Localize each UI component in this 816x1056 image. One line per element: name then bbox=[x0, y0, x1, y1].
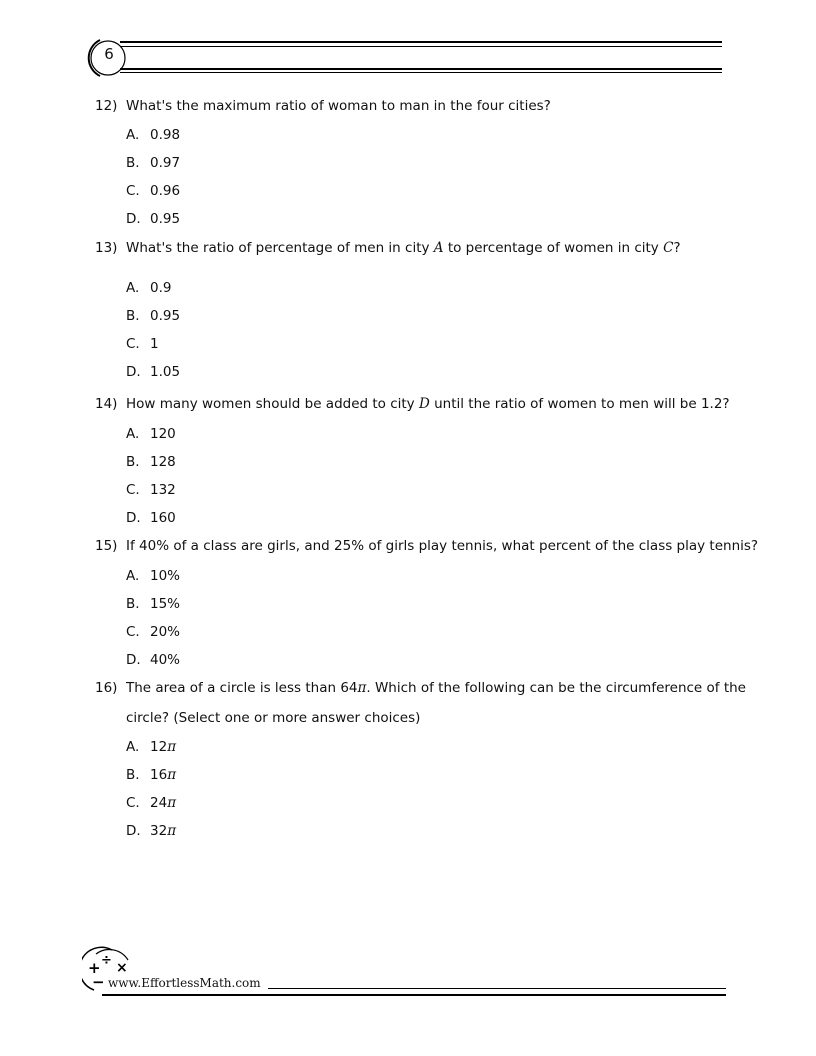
answer-option[interactable]: C. 24π bbox=[126, 795, 177, 811]
question-number: 12) bbox=[95, 98, 118, 114]
svg-text:÷: ÷ bbox=[101, 953, 112, 968]
footer-rule-top bbox=[268, 988, 726, 989]
svg-text:−: − bbox=[92, 973, 105, 991]
answer-option[interactable]: C. 1 bbox=[126, 336, 159, 352]
answer-option[interactable]: D. 160 bbox=[126, 510, 176, 526]
answer-option[interactable]: B. 0.95 bbox=[126, 308, 181, 324]
answer-option[interactable]: B. 128 bbox=[126, 454, 176, 470]
question-number: 13) bbox=[95, 240, 118, 256]
question-text: If 40% of a class are girls, and 25% of girls play tennis, what percent of the class play tennis? bbox=[126, 538, 759, 554]
question-number: 14) bbox=[95, 396, 118, 412]
header-rule-top-thin bbox=[120, 46, 722, 47]
answer-option[interactable]: A. 0.9 bbox=[126, 280, 172, 296]
question-16 bbox=[95, 680, 746, 696]
answer-option[interactable]: D. 0.95 bbox=[126, 211, 181, 227]
question-number: 15) bbox=[95, 538, 118, 554]
answer-option[interactable]: A. 0.98 bbox=[126, 127, 181, 143]
page-header bbox=[82, 36, 722, 82]
answer-option[interactable]: D. 32π bbox=[126, 823, 177, 839]
answer-option[interactable]: C. 0.96 bbox=[126, 183, 181, 199]
answer-option[interactable]: B. 0.97 bbox=[126, 155, 181, 171]
question-text: What's the maximum ratio of woman to man in the four cities? bbox=[126, 98, 551, 114]
answer-option[interactable]: C. 20% bbox=[126, 624, 181, 640]
header-rule-top bbox=[120, 41, 722, 43]
question-text: What's the ratio of percentage of men in city A to percentage of women in city C? bbox=[126, 240, 681, 256]
footer-rule-bottom bbox=[102, 994, 726, 996]
header-rule-bottom bbox=[120, 68, 722, 70]
answer-option[interactable]: A. 120 bbox=[126, 426, 176, 442]
answer-option[interactable]: D. 1.05 bbox=[126, 364, 181, 380]
question-text-line-2: circle? (Select one or more answer choices) bbox=[126, 710, 421, 726]
page-number: 6 bbox=[104, 45, 114, 63]
answer-option[interactable]: B. 16π bbox=[126, 767, 177, 783]
question-14 bbox=[95, 396, 730, 412]
header-rule-bottom-thin bbox=[120, 72, 722, 73]
answer-option[interactable]: C. 132 bbox=[126, 482, 176, 498]
answer-option[interactable]: B. 15% bbox=[126, 596, 181, 612]
question-13 bbox=[95, 240, 681, 256]
footer-website: www.EffortlessMath.com bbox=[108, 976, 261, 990]
answer-option[interactable]: D. 40% bbox=[126, 652, 181, 668]
question-text: How many women should be added to city D until the ratio of women to men will be 1.2? bbox=[126, 396, 730, 412]
answer-option[interactable]: A. 12π bbox=[126, 739, 177, 755]
svg-text:×: × bbox=[116, 960, 128, 976]
question-15 bbox=[95, 538, 758, 554]
answer-option[interactable]: A. 10% bbox=[126, 568, 181, 584]
svg-text:+: + bbox=[88, 959, 101, 977]
page-footer bbox=[82, 946, 732, 1006]
question-12 bbox=[95, 98, 551, 114]
question-text: The area of a circle is less than 64π. Which of the following can be the circumference of the bbox=[126, 680, 746, 696]
question-number: 16) bbox=[95, 680, 118, 696]
